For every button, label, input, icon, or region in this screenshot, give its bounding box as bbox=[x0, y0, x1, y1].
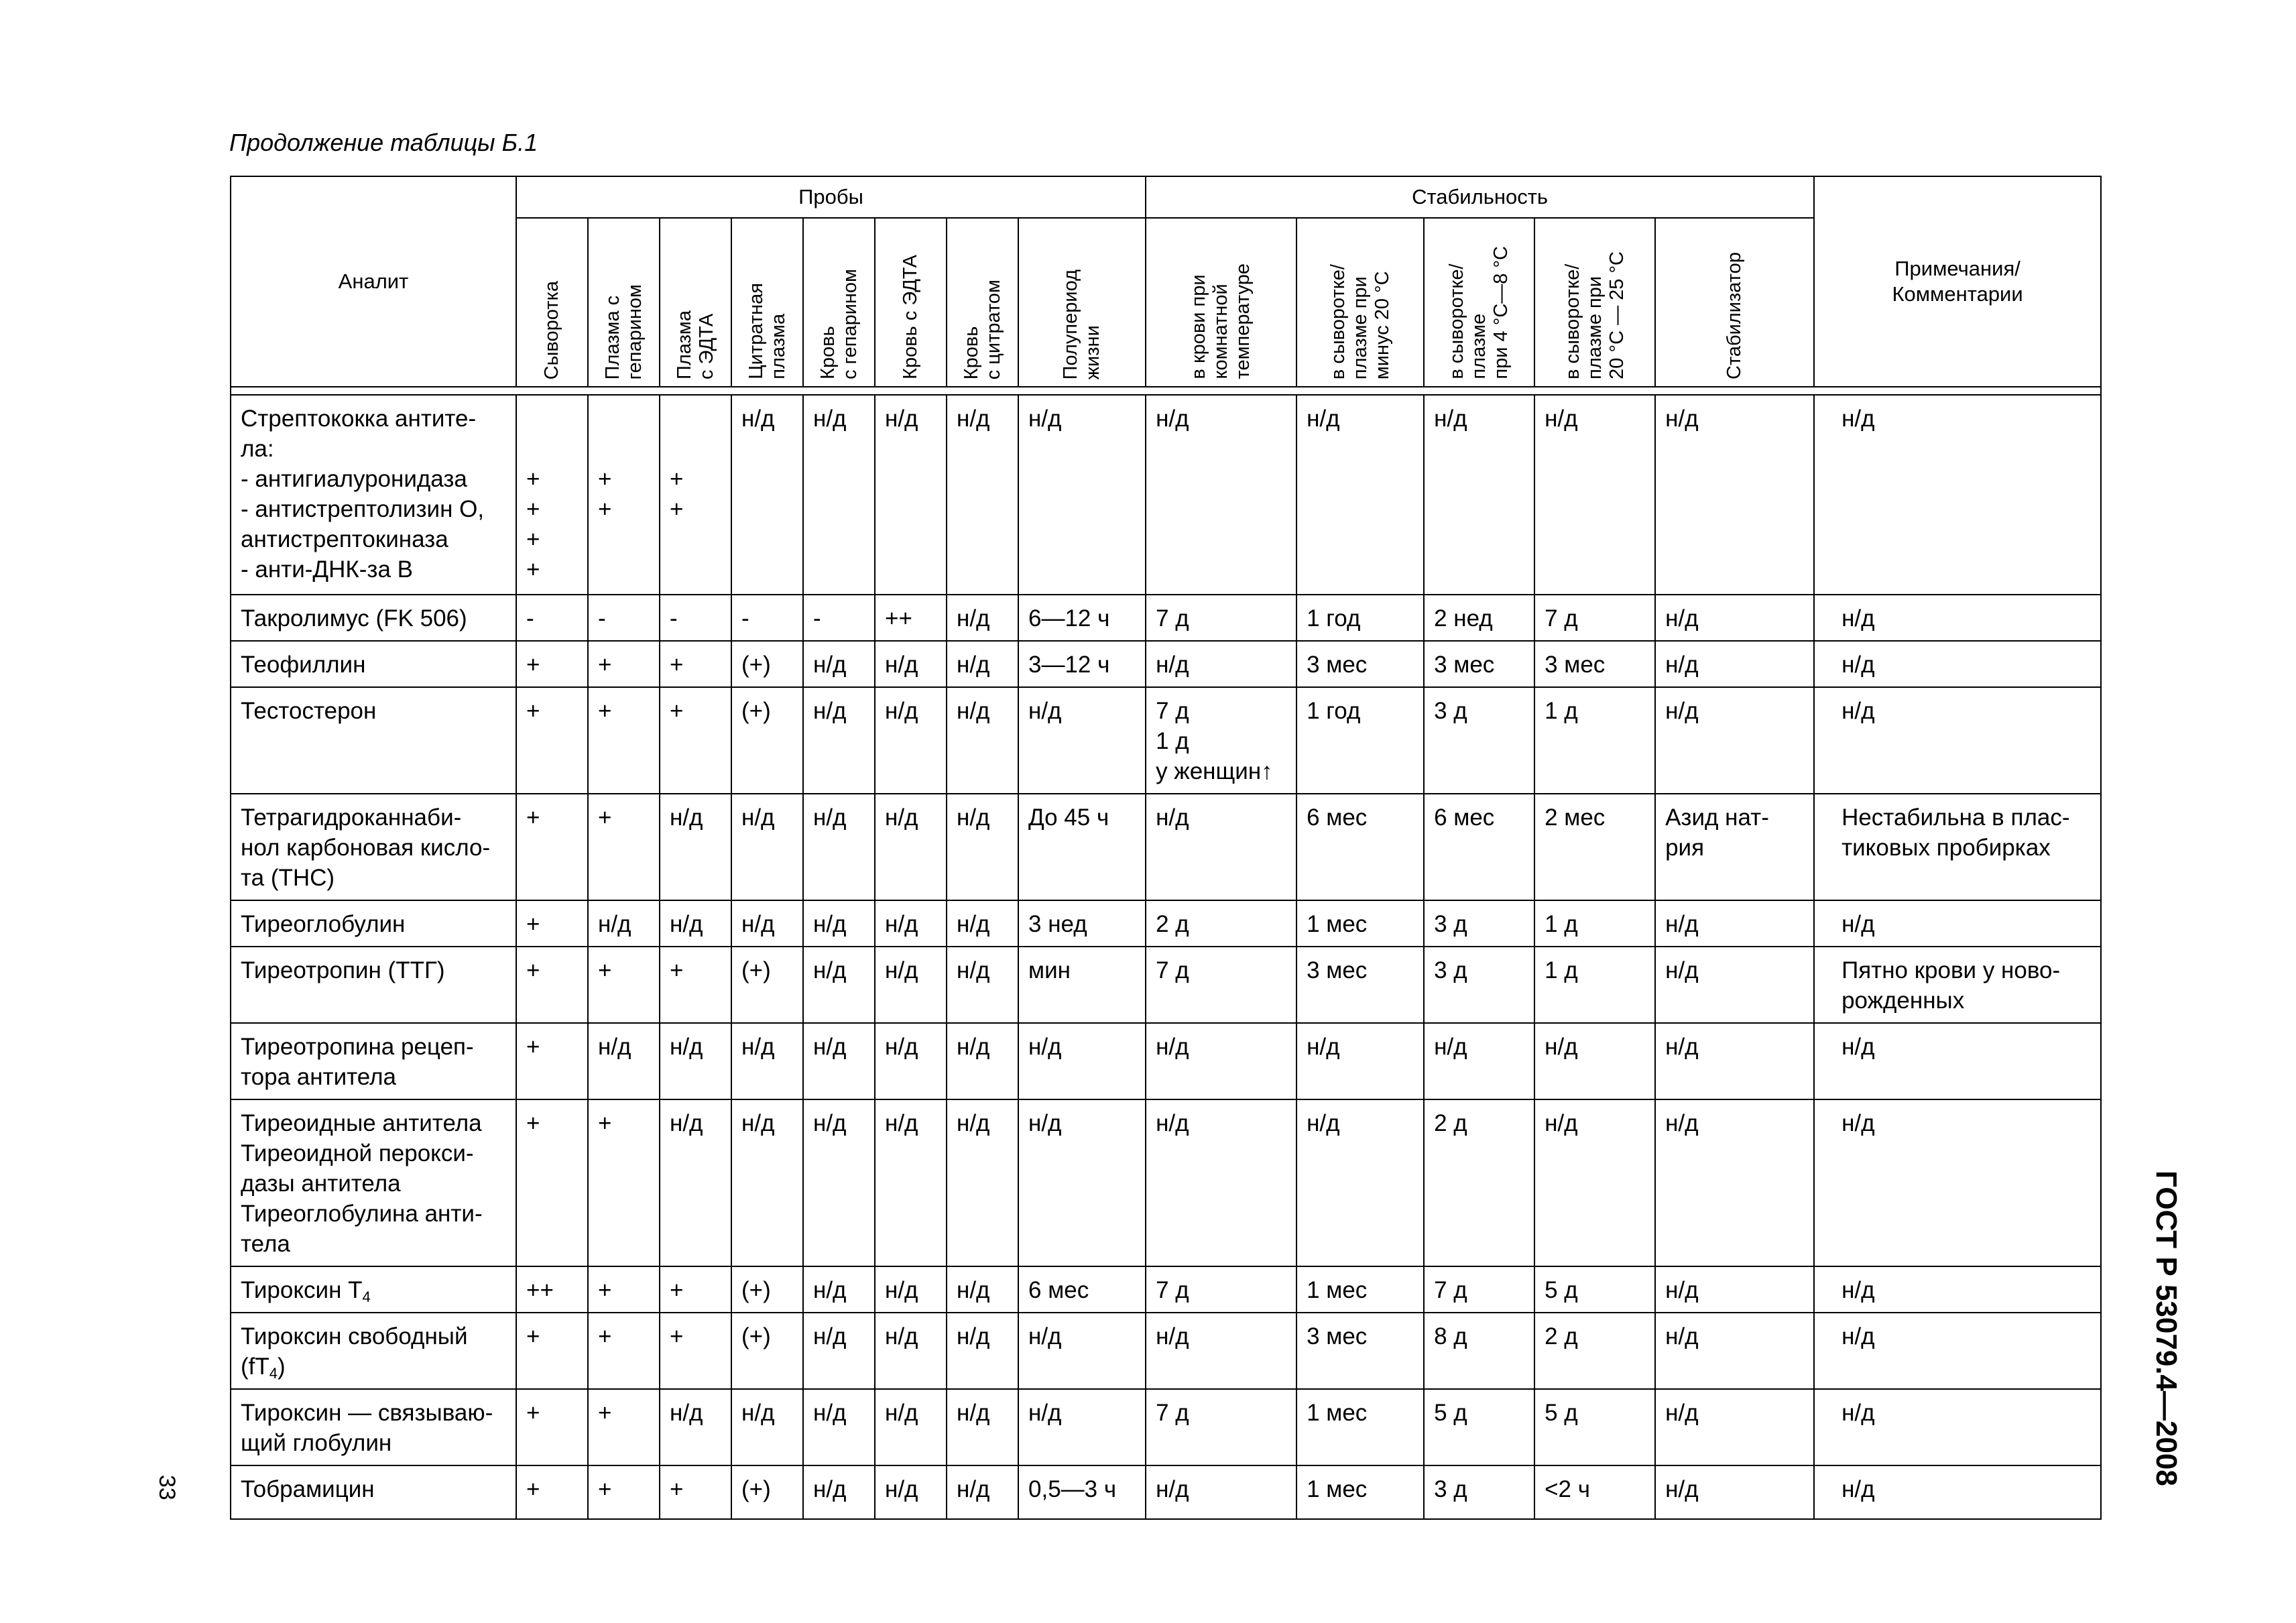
cell-heparin-blood: н/д bbox=[803, 794, 875, 900]
cell-stabilizer: н/д bbox=[1655, 947, 1814, 1023]
cell-edta-blood: н/д bbox=[875, 1099, 947, 1266]
header-heparin-blood: Кровь с гепарином bbox=[803, 218, 875, 387]
cell-blood-room-temp: 7 д bbox=[1146, 1266, 1296, 1313]
cell-heparin-plasma: + bbox=[588, 1099, 660, 1266]
cell-serum-20-25: н/д bbox=[1534, 1099, 1655, 1266]
cell-notes: н/д bbox=[1814, 395, 2101, 595]
cell-serum-4-8: 3 мес bbox=[1424, 641, 1534, 687]
cell-notes: н/д bbox=[1814, 1465, 2101, 1519]
cell-citrate-blood: н/д bbox=[947, 395, 1018, 595]
cell-edta-blood: н/д bbox=[875, 641, 947, 687]
cell-citrate-blood: н/д bbox=[947, 947, 1018, 1023]
cell-heparin-plasma: + bbox=[588, 687, 660, 794]
cell-blood-room-temp: н/д bbox=[1146, 1465, 1296, 1519]
table-row bbox=[231, 641, 2101, 687]
table-row bbox=[231, 1465, 2101, 1519]
cell-serum: + bbox=[516, 794, 588, 900]
header-stability-group: Стабильность bbox=[1146, 176, 1814, 218]
header-serum-4-8: в сыворотке/ плазме при 4 °С—8 °С bbox=[1424, 218, 1534, 387]
cell-serum: + + + + bbox=[516, 395, 588, 595]
cell-citrate-plasma: (+) bbox=[731, 641, 803, 687]
cell-serum-minus20: 1 год bbox=[1296, 595, 1424, 641]
cell-notes: н/д bbox=[1814, 1313, 2101, 1389]
cell-half-life: н/д bbox=[1018, 687, 1146, 794]
cell-serum-20-25: 7 д bbox=[1534, 595, 1655, 641]
table-row bbox=[231, 1389, 2101, 1465]
cell-serum: + bbox=[516, 1023, 588, 1099]
cell-blood-room-temp: н/д bbox=[1146, 1313, 1296, 1389]
cell-notes: н/д bbox=[1814, 1023, 2101, 1099]
cell-edta-blood: н/д bbox=[875, 1465, 947, 1519]
cell-serum: - bbox=[516, 595, 588, 641]
cell-blood-room-temp: н/д bbox=[1146, 1099, 1296, 1266]
cell-heparin-blood: н/д bbox=[803, 1313, 875, 1389]
cell-heparin-plasma: н/д bbox=[588, 900, 660, 947]
cell-heparin-blood: н/д bbox=[803, 1099, 875, 1266]
cell-serum-minus20: 3 мес bbox=[1296, 641, 1424, 687]
cell-citrate-plasma: н/д bbox=[731, 900, 803, 947]
cell-heparin-plasma: + bbox=[588, 1389, 660, 1465]
table-row bbox=[231, 900, 2101, 947]
cell-serum-minus20: 3 мес bbox=[1296, 947, 1424, 1023]
cell-citrate-plasma: н/д bbox=[731, 794, 803, 900]
cell-citrate-blood: н/д bbox=[947, 794, 1018, 900]
cell-serum-4-8: 2 д bbox=[1424, 1099, 1534, 1266]
cell-edta-plasma: + + bbox=[660, 395, 731, 595]
header-serum: Сыворотка bbox=[516, 218, 588, 387]
cell-serum-4-8: 2 нед bbox=[1424, 595, 1534, 641]
cell-serum: + bbox=[516, 1465, 588, 1519]
cell-heparin-blood: н/д bbox=[803, 1389, 875, 1465]
cell-serum: + bbox=[516, 1313, 588, 1389]
cell-citrate-blood: н/д bbox=[947, 595, 1018, 641]
cell-heparin-blood: н/д bbox=[803, 947, 875, 1023]
cell-notes: н/д bbox=[1814, 1389, 2101, 1465]
cell-serum-4-8: 8 д bbox=[1424, 1313, 1534, 1389]
cell-serum-4-8: 3 д bbox=[1424, 687, 1534, 794]
header-edta-plasma: Плазма с ЭДТА bbox=[660, 218, 731, 387]
cell-stabilizer: н/д bbox=[1655, 1465, 1814, 1519]
table-row bbox=[231, 395, 2101, 595]
cell-serum-4-8: 3 д bbox=[1424, 900, 1534, 947]
cell-analyte: Тиреоглобулин bbox=[231, 900, 516, 947]
table-row bbox=[231, 687, 2101, 794]
cell-edta-blood: н/д bbox=[875, 1313, 947, 1389]
cell-heparin-blood: н/д bbox=[803, 1023, 875, 1099]
cell-blood-room-temp: 7 д bbox=[1146, 947, 1296, 1023]
analyte-stability-table bbox=[230, 176, 2102, 1520]
cell-heparin-plasma: + bbox=[588, 794, 660, 900]
cell-edta-plasma: н/д bbox=[660, 900, 731, 947]
table-row bbox=[231, 794, 2101, 900]
cell-analyte: Тироксин свободный $(fT_4)$ bbox=[231, 1313, 516, 1389]
cell-heparin-blood: н/д bbox=[803, 641, 875, 687]
cell-citrate-blood: н/д bbox=[947, 1266, 1018, 1313]
cell-stabilizer: н/д bbox=[1655, 1266, 1814, 1313]
cell-serum: + bbox=[516, 1389, 588, 1465]
cell-blood-room-temp: н/д bbox=[1146, 1023, 1296, 1099]
cell-serum-minus20: 1 мес bbox=[1296, 1389, 1424, 1465]
cell-serum-4-8: 3 д bbox=[1424, 1465, 1534, 1519]
cell-serum: + bbox=[516, 900, 588, 947]
cell-serum-minus20: н/д bbox=[1296, 1099, 1424, 1266]
cell-edta-blood: н/д bbox=[875, 687, 947, 794]
header-separator bbox=[231, 387, 2101, 395]
cell-citrate-plasma: (+) bbox=[731, 1313, 803, 1389]
cell-edta-plasma: + bbox=[660, 641, 731, 687]
cell-analyte: Тиреоидные антитела Тиреоидной перокси- дазы антитела Тиреоглобулина анти- тела bbox=[231, 1099, 516, 1266]
header-stabilizer: Стабилизатор bbox=[1655, 218, 1814, 387]
cell-analyte: Тиреотропина рецеп- тора антитела bbox=[231, 1023, 516, 1099]
cell-stabilizer: н/д bbox=[1655, 1313, 1814, 1389]
cell-stabilizer: н/д bbox=[1655, 641, 1814, 687]
table-row bbox=[231, 947, 2101, 1023]
cell-citrate-plasma: - bbox=[731, 595, 803, 641]
cell-citrate-blood: н/д bbox=[947, 687, 1018, 794]
cell-serum: + bbox=[516, 687, 588, 794]
cell-serum-4-8: н/д bbox=[1424, 1023, 1534, 1099]
cell-stabilizer: н/д bbox=[1655, 395, 1814, 595]
cell-edta-plasma: + bbox=[660, 947, 731, 1023]
cell-half-life: 6—12 ч bbox=[1018, 595, 1146, 641]
cell-serum-20-25: 1 д bbox=[1534, 900, 1655, 947]
cell-edta-blood: ++ bbox=[875, 595, 947, 641]
cell-analyte: Стрептококка антите- ла: - антигиалуронидаза - антистрептолизин О, антистрептокиназа - анти-ДНК-за В bbox=[231, 395, 516, 595]
cell-edta-plasma: + bbox=[660, 687, 731, 794]
cell-notes: Нестабильна в плас- тиковых пробирках bbox=[1814, 794, 2101, 900]
cell-half-life: 6 мес bbox=[1018, 1266, 1146, 1313]
cell-analyte: Тобрамицин bbox=[231, 1465, 516, 1519]
cell-edta-blood: н/д bbox=[875, 1266, 947, 1313]
cell-serum-20-25: 1 д bbox=[1534, 947, 1655, 1023]
cell-notes: Пятно крови у ново- рожденных bbox=[1814, 947, 2101, 1023]
cell-stabilizer: Азид нат- рия bbox=[1655, 794, 1814, 900]
cell-heparin-plasma: - bbox=[588, 595, 660, 641]
header-edta-blood: Кровь с ЭДТА bbox=[875, 218, 947, 387]
cell-edta-blood: н/д bbox=[875, 900, 947, 947]
cell-serum-minus20: 1 мес bbox=[1296, 1465, 1424, 1519]
table-row bbox=[231, 1023, 2101, 1099]
cell-serum-minus20: 6 мес bbox=[1296, 794, 1424, 900]
cell-analyte: Тиреотропин (ТТГ) bbox=[231, 947, 516, 1023]
cell-serum-20-25: <2 ч bbox=[1534, 1465, 1655, 1519]
cell-edta-blood: н/д bbox=[875, 1389, 947, 1465]
cell-serum-4-8: 7 д bbox=[1424, 1266, 1534, 1313]
cell-analyte: Тироксин — связываю- щий глобулин bbox=[231, 1389, 516, 1465]
header-citrate-blood: Кровь с цитратом bbox=[947, 218, 1018, 387]
cell-edta-blood: н/д bbox=[875, 794, 947, 900]
cell-citrate-blood: н/д bbox=[947, 641, 1018, 687]
cell-citrate-blood: н/д bbox=[947, 1465, 1018, 1519]
cell-half-life: 3 нед bbox=[1018, 900, 1146, 947]
cell-blood-room-temp: 7 д bbox=[1146, 1389, 1296, 1465]
cell-serum-20-25: н/д bbox=[1534, 1023, 1655, 1099]
cell-analyte: Теофиллин bbox=[231, 641, 516, 687]
cell-serum-20-25: н/д bbox=[1534, 395, 1655, 595]
cell-half-life: н/д bbox=[1018, 1389, 1146, 1465]
cell-heparin-plasma: + bbox=[588, 1266, 660, 1313]
table-row bbox=[231, 1313, 2101, 1389]
cell-serum-20-25: 5 д bbox=[1534, 1389, 1655, 1465]
cell-citrate-plasma: н/д bbox=[731, 1389, 803, 1465]
cell-citrate-plasma: (+) bbox=[731, 1465, 803, 1519]
cell-serum: + bbox=[516, 641, 588, 687]
cell-edta-plasma: + bbox=[660, 1266, 731, 1313]
cell-serum: + bbox=[516, 1099, 588, 1266]
table-row bbox=[231, 1099, 2101, 1266]
cell-citrate-blood: н/д bbox=[947, 1023, 1018, 1099]
cell-edta-plasma: + bbox=[660, 1313, 731, 1389]
cell-analyte: Тестостерон bbox=[231, 687, 516, 794]
header-serum-minus20: в сыворотке/ плазме при минус 20 °С bbox=[1296, 218, 1424, 387]
cell-stabilizer: н/д bbox=[1655, 1389, 1814, 1465]
header-analyte: Аналит bbox=[231, 176, 516, 387]
cell-notes: н/д bbox=[1814, 1266, 2101, 1313]
cell-edta-plasma: н/д bbox=[660, 1099, 731, 1266]
cell-blood-room-temp: н/д bbox=[1146, 794, 1296, 900]
cell-serum-20-25: 1 д bbox=[1534, 687, 1655, 794]
cell-edta-plasma: н/д bbox=[660, 794, 731, 900]
table-row bbox=[231, 595, 2101, 641]
cell-serum: ++ bbox=[516, 1266, 588, 1313]
cell-blood-room-temp: н/д bbox=[1146, 641, 1296, 687]
cell-citrate-blood: н/д bbox=[947, 900, 1018, 947]
cell-heparin-blood: н/д bbox=[803, 1465, 875, 1519]
cell-citrate-plasma: н/д bbox=[731, 395, 803, 595]
cell-stabilizer: н/д bbox=[1655, 1023, 1814, 1099]
header-samples-group: Пробы bbox=[516, 176, 1146, 218]
header-citrate-plasma: Цитратная плазма bbox=[731, 218, 803, 387]
cell-notes: н/д bbox=[1814, 687, 2101, 794]
cell-edta-plasma: + bbox=[660, 1465, 731, 1519]
cell-heparin-blood: н/д bbox=[803, 900, 875, 947]
subscript: 4 bbox=[362, 1288, 371, 1305]
cell-citrate-plasma: н/д bbox=[731, 1099, 803, 1266]
header-blood-room-temp: в крови при комнатной температуре bbox=[1146, 218, 1296, 387]
cell-edta-plasma: - bbox=[660, 595, 731, 641]
cell-half-life: н/д bbox=[1018, 395, 1146, 595]
cell-edta-plasma: н/д bbox=[660, 1023, 731, 1099]
cell-heparin-plasma: + bbox=[588, 1465, 660, 1519]
cell-citrate-plasma: (+) bbox=[731, 1266, 803, 1313]
cell-blood-room-temp: 7 д 1 д у женщин↑ bbox=[1146, 687, 1296, 794]
cell-blood-room-temp: 7 д bbox=[1146, 595, 1296, 641]
cell-serum-minus20: н/д bbox=[1296, 1023, 1424, 1099]
header-heparin-plasma: Плазма с гепарином bbox=[588, 218, 660, 387]
cell-analyte: Тетрагидроканнаби- нол карбоновая кисло- та (ТНС) bbox=[231, 794, 516, 900]
cell-heparin-blood: н/д bbox=[803, 395, 875, 595]
cell-notes: н/д bbox=[1814, 595, 2101, 641]
cell-heparin-plasma: + bbox=[588, 1313, 660, 1389]
cell-serum-minus20: 3 мес bbox=[1296, 1313, 1424, 1389]
cell-stabilizer: н/д bbox=[1655, 900, 1814, 947]
cell-serum-minus20: н/д bbox=[1296, 395, 1424, 595]
table-row bbox=[231, 1266, 2101, 1313]
cell-serum-4-8: н/д bbox=[1424, 395, 1534, 595]
cell-notes: н/д bbox=[1814, 1099, 2101, 1266]
cell-serum-minus20: 1 мес bbox=[1296, 900, 1424, 947]
cell-stabilizer: н/д bbox=[1655, 687, 1814, 794]
cell-half-life: н/д bbox=[1018, 1023, 1146, 1099]
cell-citrate-plasma: (+) bbox=[731, 687, 803, 794]
cell-half-life: н/д bbox=[1018, 1099, 1146, 1266]
cell-serum-4-8: 6 мес bbox=[1424, 794, 1534, 900]
cell-stabilizer: н/д bbox=[1655, 595, 1814, 641]
subscript: 4 bbox=[269, 1365, 278, 1382]
table-body bbox=[231, 395, 2101, 1519]
cell-serum-20-25: 2 д bbox=[1534, 1313, 1655, 1389]
table-caption: Продолжение таблицы Б.1 bbox=[229, 129, 538, 156]
cell-citrate-blood: н/д bbox=[947, 1313, 1018, 1389]
cell-citrate-plasma: н/д bbox=[731, 1023, 803, 1099]
cell-heparin-plasma: н/д bbox=[588, 1023, 660, 1099]
cell-blood-room-temp: н/д bbox=[1146, 395, 1296, 595]
cell-half-life: 3—12 ч bbox=[1018, 641, 1146, 687]
cell-heparin-plasma: + + bbox=[588, 395, 660, 595]
cell-citrate-blood: н/д bbox=[947, 1099, 1018, 1266]
cell-serum-4-8: 3 д bbox=[1424, 947, 1534, 1023]
cell-citrate-plasma: (+) bbox=[731, 947, 803, 1023]
cell-serum-minus20: 1 год bbox=[1296, 687, 1424, 794]
cell-serum-20-25: 2 мес bbox=[1534, 794, 1655, 900]
cell-citrate-blood: н/д bbox=[947, 1389, 1018, 1465]
cell-serum: + bbox=[516, 947, 588, 1023]
cell-blood-room-temp: 2 д bbox=[1146, 900, 1296, 947]
cell-edta-blood: н/д bbox=[875, 1023, 947, 1099]
cell-serum-minus20: 1 мес bbox=[1296, 1266, 1424, 1313]
cell-edta-plasma: н/д bbox=[660, 1389, 731, 1465]
cell-stabilizer: н/д bbox=[1655, 1099, 1814, 1266]
document-id: ГОСТ Р 53079.4—2008 bbox=[2150, 1170, 2183, 1486]
cell-heparin-blood: н/д bbox=[803, 687, 875, 794]
cell-half-life: 0,5—3 ч bbox=[1018, 1465, 1146, 1519]
cell-half-life: мин bbox=[1018, 947, 1146, 1023]
cell-heparin-blood: н/д bbox=[803, 1266, 875, 1313]
cell-serum-20-25: 5 д bbox=[1534, 1266, 1655, 1313]
header-serum-20-25: в сыворотке/ плазме при 20 °С — 25 °С bbox=[1534, 218, 1655, 387]
cell-notes: н/д bbox=[1814, 900, 2101, 947]
cell-serum-20-25: 3 мес bbox=[1534, 641, 1655, 687]
page-number: 33 bbox=[154, 1475, 180, 1500]
cell-edta-blood: н/д bbox=[875, 947, 947, 1023]
cell-half-life: До 45 ч bbox=[1018, 794, 1146, 900]
cell-analyte: Такролимус (FK 506) bbox=[231, 595, 516, 641]
cell-serum-4-8: 5 д bbox=[1424, 1389, 1534, 1465]
cell-heparin-plasma: + bbox=[588, 947, 660, 1023]
cell-analyte: Тироксин $Т_4$ bbox=[231, 1266, 516, 1313]
cell-notes: н/д bbox=[1814, 641, 2101, 687]
cell-edta-blood: н/д bbox=[875, 395, 947, 595]
header-half-life: Полупериод жизни bbox=[1018, 218, 1146, 387]
header-notes: Примечания/ Комментарии bbox=[1814, 176, 2101, 387]
cell-heparin-blood: - bbox=[803, 595, 875, 641]
cell-half-life: н/д bbox=[1018, 1313, 1146, 1389]
cell-heparin-plasma: + bbox=[588, 641, 660, 687]
